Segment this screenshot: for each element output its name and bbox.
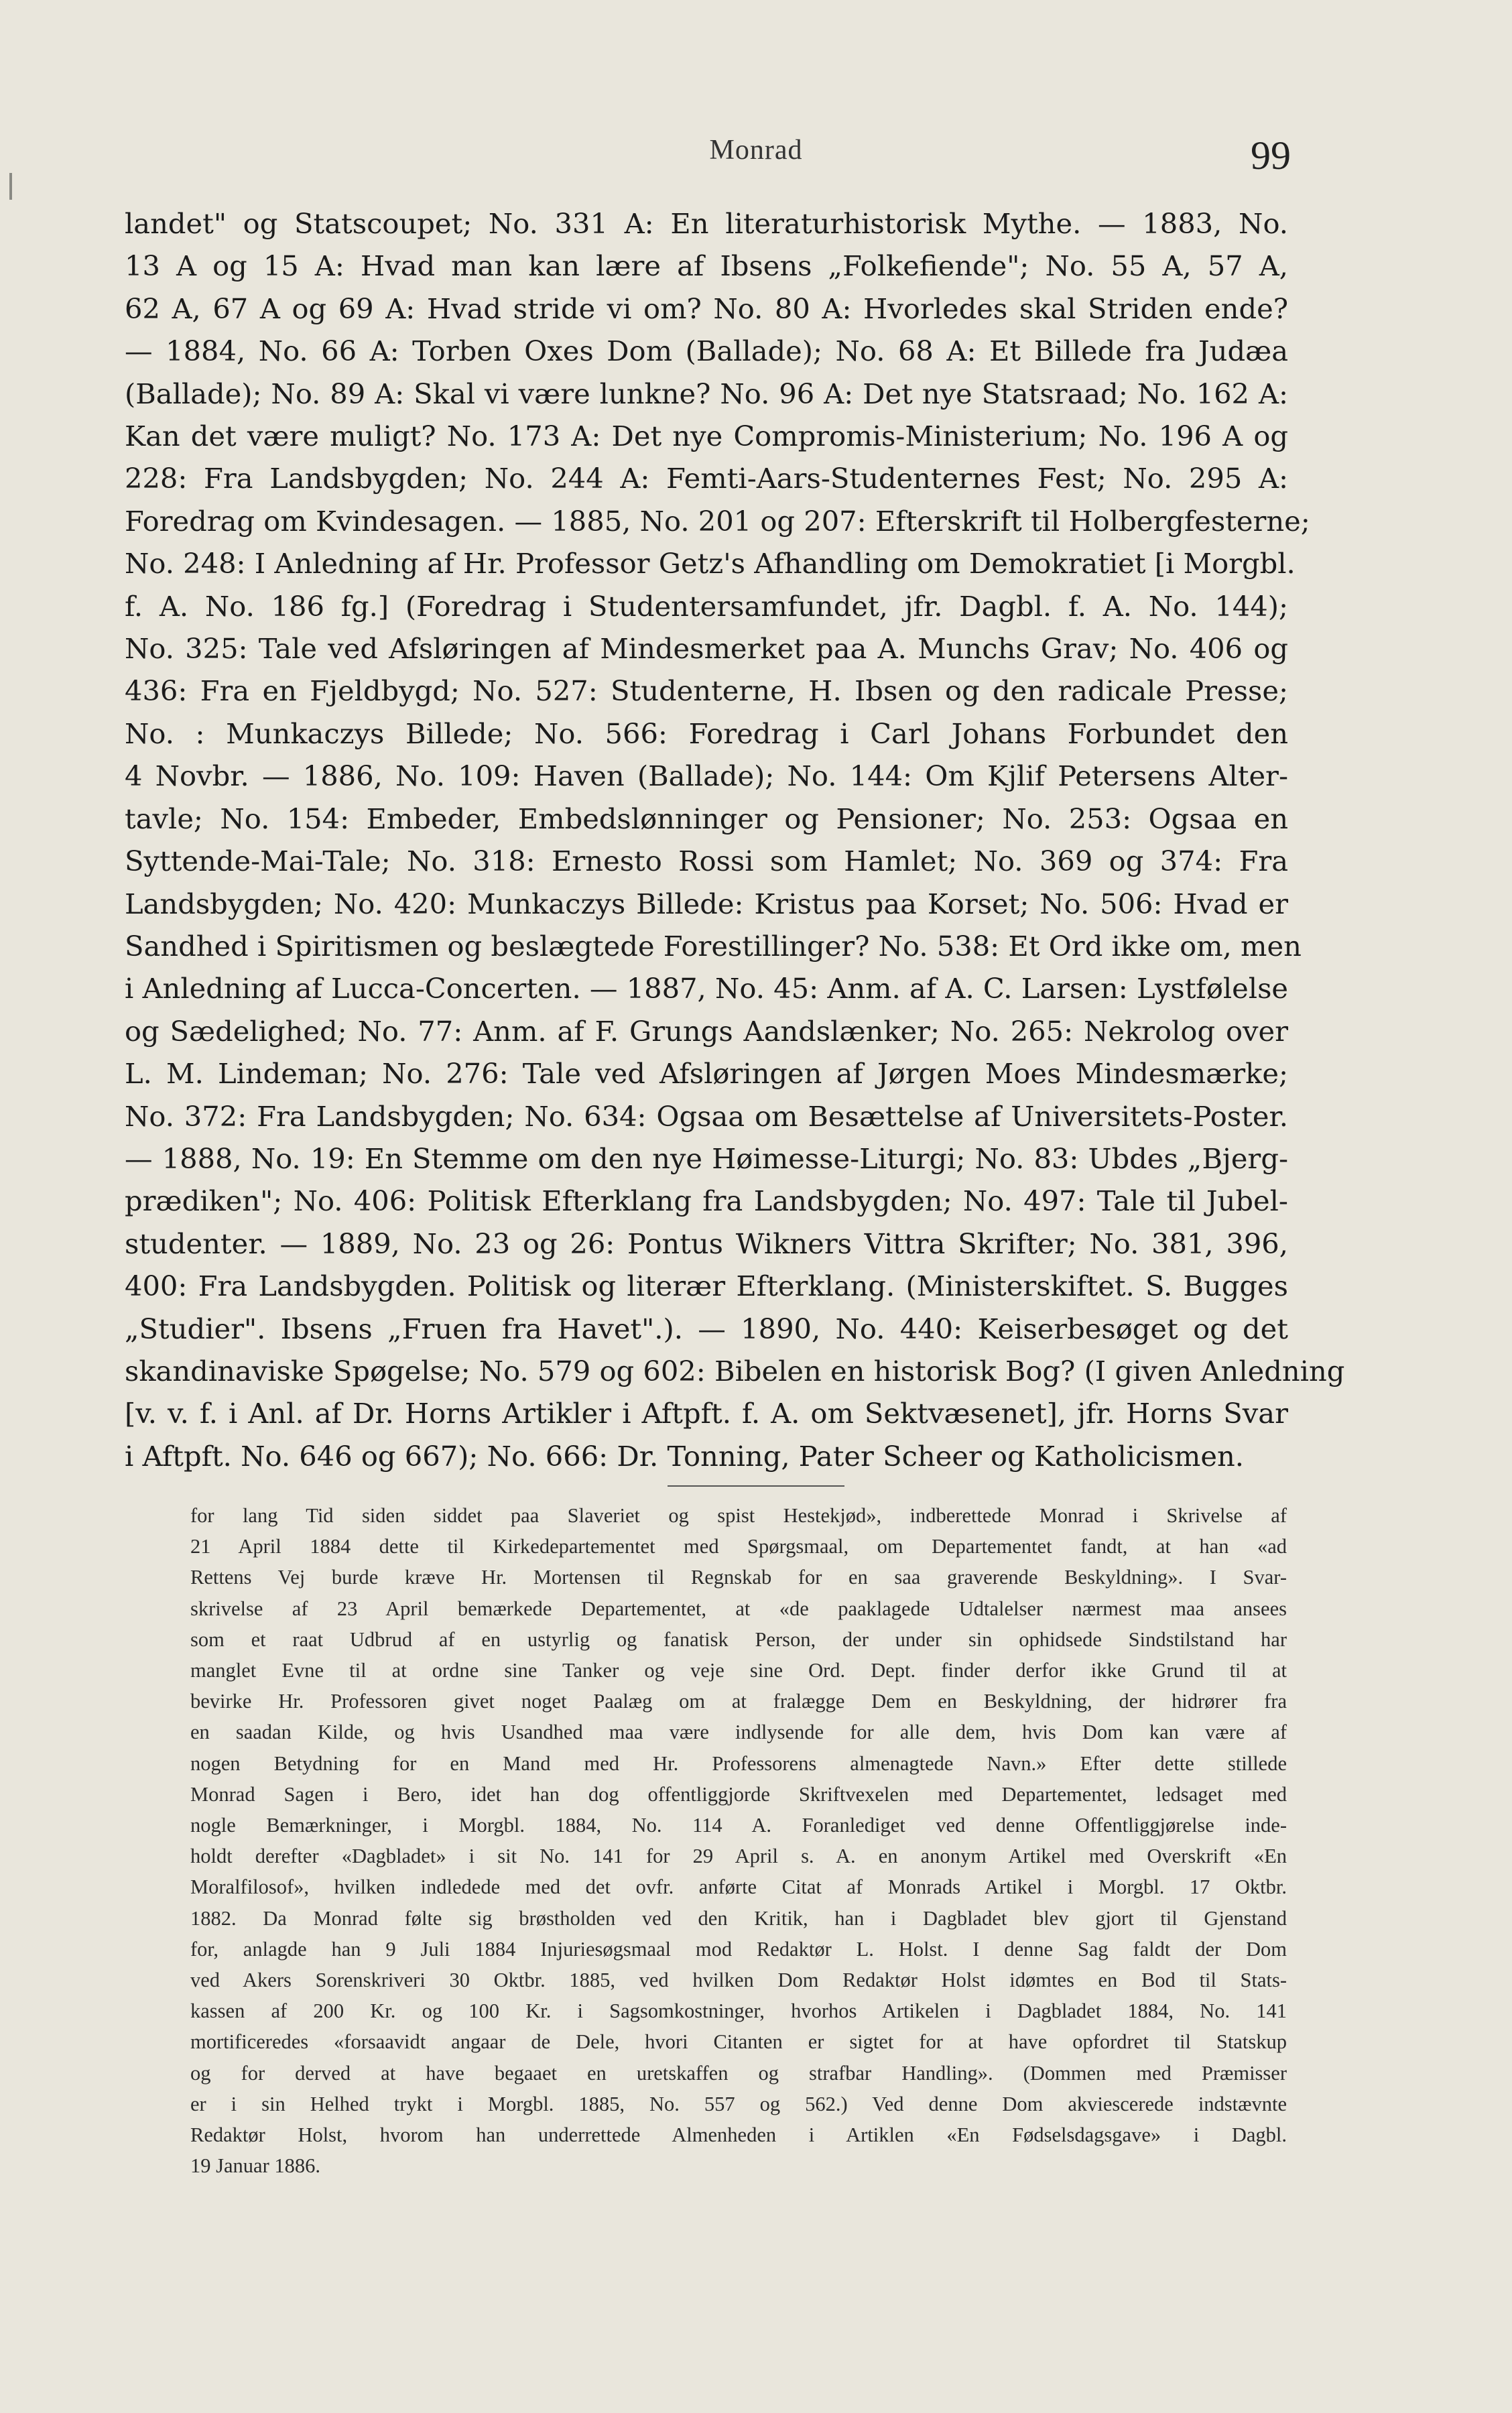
text-line: No. : Munkaczys Billede; No. 566: Foredrag i Carl Johans Forbundet den	[125, 717, 1288, 750]
text-line: Rettens Vej burde kræve Hr. Mortensen til Regnskab for en saa graverende Beskyldning». I Svar-	[190, 1566, 1287, 1589]
text-line: holdt derefter «Dagbladet» i sit No. 141 for 29 April s. A. en anonym Artikel med Overskrift «En	[190, 1845, 1287, 1868]
text-line: Foredrag om Kvindesagen. — 1885, No. 201 og 207: Efterskrift til Holbergfesterne;	[125, 504, 1310, 538]
text-line: L. M. Lindeman; No. 276: Tale ved Afsløringen af Jørgen Moes Mindesmærke;	[125, 1057, 1288, 1091]
text-line: — 1884, No. 66 A: Torben Oxes Dom (Ballade); No. 68 A: Et Billede fra Judæa	[125, 334, 1288, 368]
footnote	[190, 1500, 1287, 2181]
text-line: i Anledning af Lucca-Concerten. — 1887, No. 45: Anm. af A. C. Larsen: Lystfølelse	[125, 972, 1289, 1005]
text-line: mortificeredes «forsaavidt angaar de Dele, hvori Citanten er sigtet for at have opfordret til Statskup	[190, 2030, 1287, 2054]
text-line: tavle; No. 154: Embeder, Embedslønninger og Pensioner; No. 253: Ogsaa en	[125, 802, 1288, 835]
text-line: Kan det være muligt? No. 173 A: Det nye Compromis-Ministerium; No. 196 A og	[125, 420, 1288, 453]
margin-mark	[9, 173, 12, 200]
text-line: for lang Tid siden siddet paa Slaveriet og spist Hestekjød», indberettede Monrad i Skrivelse af	[190, 1504, 1287, 1527]
text-line: og Sædelighed; No. 77: Anm. af F. Grungs Aandslænker; No. 265: Nekrolog over	[125, 1014, 1288, 1048]
text-line: 21 April 1884 dette til Kirkedepartementet med Spørgsmaal, om Departementet fandt, at han «ad	[190, 1535, 1287, 1558]
footnote-separator	[668, 1485, 844, 1487]
text-line: [v. v. f. i Anl. af Dr. Horns Artikler i Aftpft. f. A. om Sektvæsenet], jfr. Horns Svar	[125, 1397, 1288, 1430]
text-line: „Studier". Ibsens „Fruen fra Havet".). — 1890, No. 440: Keiserbesøget og det	[125, 1312, 1288, 1345]
text-line: skandinaviske Spøgelse; No. 579 og 602: Bibelen en historisk Bog? (I given Anledning	[125, 1354, 1345, 1387]
text-line: 400: Fra Landsbygden. Politisk og literær Efterklang. (Ministerskiftet. S. Bugges	[125, 1270, 1288, 1303]
page-number: 99	[1251, 133, 1291, 178]
text-line: No. 248: I Anledning af Hr. Professor Getz's Afhandling om Demokratiet [i Morgbl.	[125, 547, 1296, 580]
text-line: No. 372: Fra Landsbygden; No. 634: Ogsaa om Besættelse af Universitets-Poster.	[125, 1099, 1288, 1133]
text-line: 19 Januar 1886.	[190, 2154, 320, 2178]
text-line: f. A. No. 186 fg.] (Foredrag i Studentersamfundet, jfr. Dagbl. f. A. No. 144);	[125, 589, 1288, 623]
text-line: — 1888, No. 19: En Stemme om den nye Høimesse-Liturgi; No. 83: Ubdes „Bjerg-	[125, 1141, 1288, 1175]
text-line: for, anlagde han 9 Juli 1884 Injuriesøgsmaal mod Redaktør L. Holst. I denne Sag faldt der Dom	[190, 1937, 1287, 1961]
text-line: nogen Betydning for en Mand med Hr. Professorens almenagtede Navn.» Efter dette stillede	[190, 1751, 1287, 1775]
main-text	[125, 202, 1345, 1477]
text-line: Syttende-Mai-Tale; No. 318: Ernesto Rossi som Hamlet; No. 369 og 374: Fra	[125, 845, 1288, 878]
text-line: 228: Fra Landsbygden; No. 244 A: Femti-Aars-Studenternes Fest; No. 295 A:	[125, 462, 1288, 495]
text-line: Redaktør Holst, hvorom han underrettede Almenheden i Artiklen «En Fødselsdagsgave» i Dagbl.	[190, 2123, 1287, 2147]
text-line: i Aftpft. No. 646 og 667); No. 666: Dr. Tonning, Pater Scheer og Katholicismen.	[125, 1439, 1244, 1473]
text-line: er i sin Helhed trykt i Morgbl. 1885, No. 557 og 562.) Ved denne Dom akviescerede indstævnte	[190, 2092, 1287, 2115]
text-line: ved Akers Sorenskriveri 30 Oktbr. 1885, ved hvilken Dom Redaktør Holst idømtes en Bod til Stats-	[190, 1969, 1287, 1992]
text-line: manglet Evne til at ordne sine Tanker og veje sine Ord. Dept. finder derfor ikke Grund til at	[190, 1659, 1287, 1682]
text-line: kassen af 200 Kr. og 100 Kr. i Sagsomkostninger, hvorhos Artikelen i Dagbladet 1884, No. 141	[190, 1999, 1287, 2023]
text-line: 62 A, 67 A og 69 A: Hvad stride vi om? No. 80 A: Hvorledes skal Striden ende?	[125, 292, 1288, 325]
text-line: No. 325: Tale ved Afsløringen af Mindesmerket paa A. Munchs Grav; No. 406 og	[125, 632, 1288, 666]
text-line: 13 A og 15 A: Hvad man kan lære af Ibsens „Folkefiende"; No. 55 A, 57 A,	[125, 249, 1288, 283]
text-line: Moralfilosof», hvilken indledede med det ovfr. anførte Citat af Monrads Artikel i Morgbl. 17 Oktbr.	[190, 1875, 1287, 1899]
text-line: 4 Novbr. — 1886, No. 109: Haven (Ballade); No. 144: Om Kjlif Petersens Alter-	[125, 759, 1288, 793]
text-line: Landsbygden; No. 420: Munkaczys Billede: Kristus paa Korset; No. 506: Hvad er	[125, 887, 1288, 920]
text-line: nogle Bemærkninger, i Morgbl. 1884, No. 114 A. Foranlediget ved denne Offentliggjørelse inde-	[190, 1814, 1287, 1837]
text-line: skrivelse af 23 April bemærkede Departementet, at «de paaklagede Udtalelser nærmest maa ansees	[190, 1597, 1287, 1620]
text-line: og for derved at have begaaet en uretskaffen og strafbar Handling». (Dommen med Præmisser	[190, 2061, 1287, 2085]
text-line: 436: Fra en Fjeldbygd; No. 527: Studenterne, H. Ibsen og den radicale Presse;	[125, 674, 1288, 708]
text-line: Monrad Sagen i Bero, idet han dog offentliggjorde Skriftvexelen med Departementet, ledsaget med	[190, 1782, 1287, 1806]
text-line: Sandhed i Spiritismen og beslægtede Forestillinger? No. 538: Et Ord ikke om, men	[125, 929, 1302, 963]
text-line: 1882. Da Monrad følte sig brøstholden ved den Kritik, han i Dagbladet blev gjort til Gjenstand	[190, 1906, 1287, 1930]
text-line: en saadan Kilde, og hvis Usandhed maa være indlysende for alle dem, hvis Dom kan være af	[190, 1721, 1287, 1744]
text-line: som et raat Udbrud af en ustyrlig og fanatisk Person, der under sin ophidsede Sindstilstand har	[190, 1627, 1287, 1651]
text-line: landet" og Statscoupet; No. 331 A: En literaturhistorisk Mythe. — 1883, No.	[125, 207, 1288, 240]
running-head: Monrad	[709, 135, 803, 166]
text-line: (Ballade); No. 89 A: Skal vi være lunkne? No. 96 A: Det nye Statsraad; No. 162 A:	[125, 377, 1288, 410]
text-line: bevirke Hr. Professoren givet noget Paalæg om at fralægge Dem en Beskyldning, der hidrører fra	[190, 1690, 1287, 1713]
text-line: studenter. — 1889, No. 23 og 26: Pontus Wikners Vittra Skrifter; No. 381, 396,	[125, 1227, 1288, 1260]
text-line: prædiken"; No. 406: Politisk Efterklang fra Landsbygden; No. 497: Tale til Jubel-	[125, 1184, 1288, 1218]
